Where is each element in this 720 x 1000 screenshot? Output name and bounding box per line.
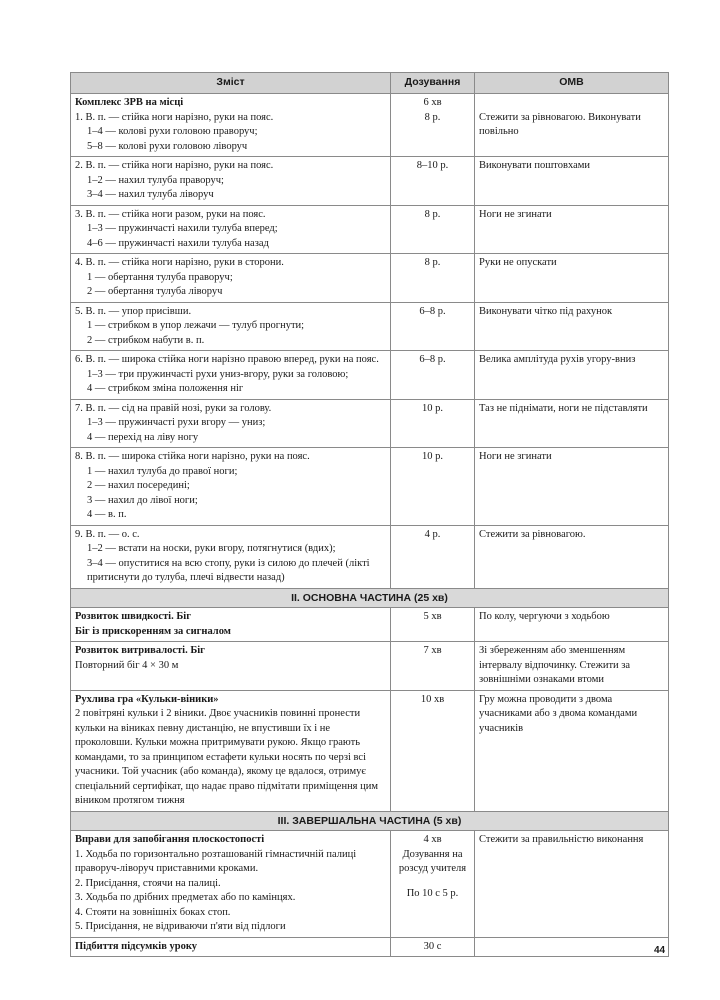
exercise-line: 1–3 — пружинчасті нахили тулуба вперед;: [87, 223, 278, 234]
dosage-cell: 30 с: [391, 937, 475, 957]
exercise-line: 1–2 — встати на носки, руки вгору, потягнутися (вдих);: [87, 543, 336, 554]
table-row: [71, 205, 669, 254]
block-title: Вправи для запобігання плоскостопості: [75, 834, 265, 845]
exercise-line: 1–3 — три пружинчасті рухи униз-вгору, руки за головою;: [87, 368, 349, 380]
dosage-cell: 10 хв: [391, 690, 475, 811]
content-cell: [71, 831, 391, 938]
exercise-line: 4. Стояти на зовнішніх боках стоп.: [75, 906, 231, 918]
table-row: [71, 448, 669, 526]
dosage-cell: 8 р.: [391, 205, 475, 254]
exercise-line: 2. В. п. — стійка ноги нарізно, руки на пояс.: [75, 160, 274, 171]
content-cell: [71, 157, 391, 206]
exercise-line: 5. В. п. — упор присівши.: [75, 305, 192, 317]
notes-cell: Велика амплітуда рухів угору-вниз: [475, 351, 669, 400]
notes-cell: [475, 937, 669, 957]
dosage-value: 4 хв: [423, 834, 442, 845]
exercise-line: 4 — в. п.: [87, 509, 127, 520]
dosage-value: По 10 с 5 р.: [406, 887, 459, 899]
exercise-line: 1 — обертання тулуба праворуч;: [87, 271, 233, 283]
notes-cell: Гру можна проводити з двома учасниками або з двома командами учасників: [475, 690, 669, 811]
block-title: Розвиток швидкості. Біг: [75, 611, 191, 622]
content-cell: [71, 399, 391, 448]
content-cell: [71, 608, 391, 642]
table-row: [71, 525, 669, 588]
content-cell: Підбиття підсумків уроку: [71, 937, 391, 957]
block-title: Рухлива гра «Кульки-віники»: [75, 693, 219, 705]
dosage-cell: 10 р.: [391, 399, 475, 448]
exercise-line: 1. В. п. — стійка ноги нарізно, руки на пояс.: [75, 111, 274, 123]
table-row: [71, 831, 669, 938]
exercise-line: 5–8 — колові рухи головою ліворуч: [87, 140, 248, 152]
exercise-line: 1–4 — колові рухи головою праворуч;: [87, 126, 258, 137]
notes-cell: Таз не піднімати, ноги не підставляти: [475, 399, 669, 448]
exercise-line: 2 — стрибком набути в. п.: [87, 334, 205, 346]
exercise-line: 3–4 — нахил тулуба ліворуч: [87, 189, 214, 200]
exercise-line: 1–3 — пружинчасті рухи вгору — униз;: [87, 417, 266, 428]
section-row: [71, 811, 669, 831]
notes-cell: [475, 94, 669, 157]
dosage-cell: 6–8 р.: [391, 351, 475, 400]
table-row: [71, 608, 669, 642]
exercise-line: 4. В. п. — стійка ноги нарізно, руки в сторони.: [75, 257, 284, 268]
dosage-value: Дозування на розсуд учителя: [398, 848, 467, 874]
content-cell: [71, 690, 391, 811]
exercise-line: 8. В. п. — широка стійка ноги нарізно, руки на пояс.: [75, 451, 310, 462]
exercise-line: 2 — нахил посередині;: [87, 480, 190, 491]
table-row: [71, 157, 669, 206]
exercise-line: 1. Ходьба по горизонтально розташованій гімнастичній палиці праворуч-ліворуч приставними кроками.: [75, 848, 357, 874]
exercise-line: 3. В. п. — стійка ноги разом, руки на пояс.: [75, 208, 266, 220]
notes-cell: Виконувати чітко під рахунок: [475, 302, 669, 351]
content-cell: [71, 94, 391, 157]
dosage-value: 8 р.: [424, 111, 441, 123]
warmup-title: Комплекс ЗРВ на місці: [75, 97, 184, 108]
exercise-line: 9. В. п. — о. с.: [75, 528, 140, 540]
content-cell: [71, 351, 391, 400]
table-row: [71, 399, 669, 448]
game-description: 2 повітряні кульки і 2 віники. Двоє учасників повинні пронести кульки на віниках певну дистанцію, не впустивши їх і не проколовши. Кульки можна притримувати рукою. Якщо грають командами, то за принципом естафети кульки носять по черзі всі учасники. Той учасник (або команда), якому це вдалося, отримує спеціальний сертифікат, що надає право підмітати приміщення цим віником протягом тижня: [75, 708, 379, 806]
notes-text: Стежити за рівновагою. Виконувати повільно: [479, 111, 641, 137]
content-cell: [71, 254, 391, 303]
table-row: [71, 690, 669, 811]
exercise-line: 4 — стрибком зміна положення ніг: [87, 383, 244, 394]
header-content: Зміст: [71, 73, 391, 94]
notes-cell: Руки не опускати: [475, 254, 669, 303]
section-title-main: II. ОСНОВНА ЧАСТИНА (25 хв): [71, 588, 669, 608]
content-cell: [71, 642, 391, 691]
content-cell: [71, 302, 391, 351]
content-cell: [71, 525, 391, 588]
notes-cell: Стежити за рівновагою.: [475, 525, 669, 588]
content-cell: [71, 448, 391, 526]
exercise-line: 2 — обертання тулуба ліворуч: [87, 286, 223, 297]
table-row: [71, 642, 669, 691]
block-subtitle: Біг із прискоренням за сигналом: [75, 625, 231, 637]
table-row: [71, 94, 669, 157]
notes-cell: Зі збереженням або зменшенням інтервалу відпочинку. Стежити за зовнішніми ознаками втоми: [475, 642, 669, 691]
notes-cell: По колу, чергуючи з ходьбою: [475, 608, 669, 642]
exercise-line: 1 — стрибком в упор лежачи — тулуб прогнути;: [87, 320, 305, 331]
dosage-cell: [391, 831, 475, 938]
notes-cell: Ноги не згинати: [475, 448, 669, 526]
exercise-line: 4 — перехід на ліву ногу: [87, 431, 199, 443]
block-subtitle: Повторний біг 4 × 30 м: [75, 659, 179, 671]
table-row: [71, 937, 669, 957]
dosage-cell: 6–8 р.: [391, 302, 475, 351]
exercise-line: 1–2 — нахил тулуба праворуч;: [87, 174, 224, 186]
block-title: Розвиток витривалості. Біг: [75, 645, 205, 656]
table-row: [71, 351, 669, 400]
dosage-cell: 10 р.: [391, 448, 475, 526]
exercise-line: 6. В. п. — широка стійка ноги нарізно правою вперед, руки на пояс.: [75, 354, 379, 365]
exercise-line: 3 — нахил до лівої ноги;: [87, 494, 198, 506]
lesson-plan-table: [70, 72, 669, 957]
exercise-line: 1 — нахил тулуба до правої ноги;: [87, 465, 238, 477]
exercise-line: 5. Присідання, не відриваючи п'яти від підлоги: [75, 921, 286, 932]
dosage-cell: 8 р.: [391, 254, 475, 303]
dosage-cell: [391, 94, 475, 157]
section-row: [71, 588, 669, 608]
content-cell: [71, 205, 391, 254]
table-header-row: [71, 73, 669, 94]
header-dosage: Дозування: [391, 73, 475, 94]
header-notes: ОМВ: [475, 73, 669, 94]
exercise-line: 3–4 — опуститися на всю стопу, руки із силою до плечей (лікті притиснути до тулуба, плечі відвести назад): [87, 557, 370, 583]
exercise-line: 7. В. п. — сід на правій нозі, руки за голову.: [75, 402, 272, 414]
dosage-value: 6 хв: [423, 97, 442, 108]
exercise-line: 2. Присідання, стоячи на палиці.: [75, 877, 221, 889]
exercise-line: 4–6 — пружинчасті нахили тулуба назад: [87, 237, 269, 249]
notes-cell: Ноги не згинати: [475, 205, 669, 254]
dosage-cell: 4 р.: [391, 525, 475, 588]
dosage-cell: 5 хв: [391, 608, 475, 642]
dosage-cell: 7 хв: [391, 642, 475, 691]
section-title-final: III. ЗАВЕРШАЛЬНА ЧАСТИНА (5 хв): [71, 811, 669, 831]
dosage-cell: 8–10 р.: [391, 157, 475, 206]
table-row: [71, 302, 669, 351]
notes-cell: Стежити за правильністю виконання: [475, 831, 669, 938]
exercise-line: 3. Ходьба по дрібних предметах або по камінцях.: [75, 892, 296, 903]
notes-cell: Виконувати поштовхами: [475, 157, 669, 206]
page-number: 44: [654, 945, 666, 956]
table-row: [71, 254, 669, 303]
